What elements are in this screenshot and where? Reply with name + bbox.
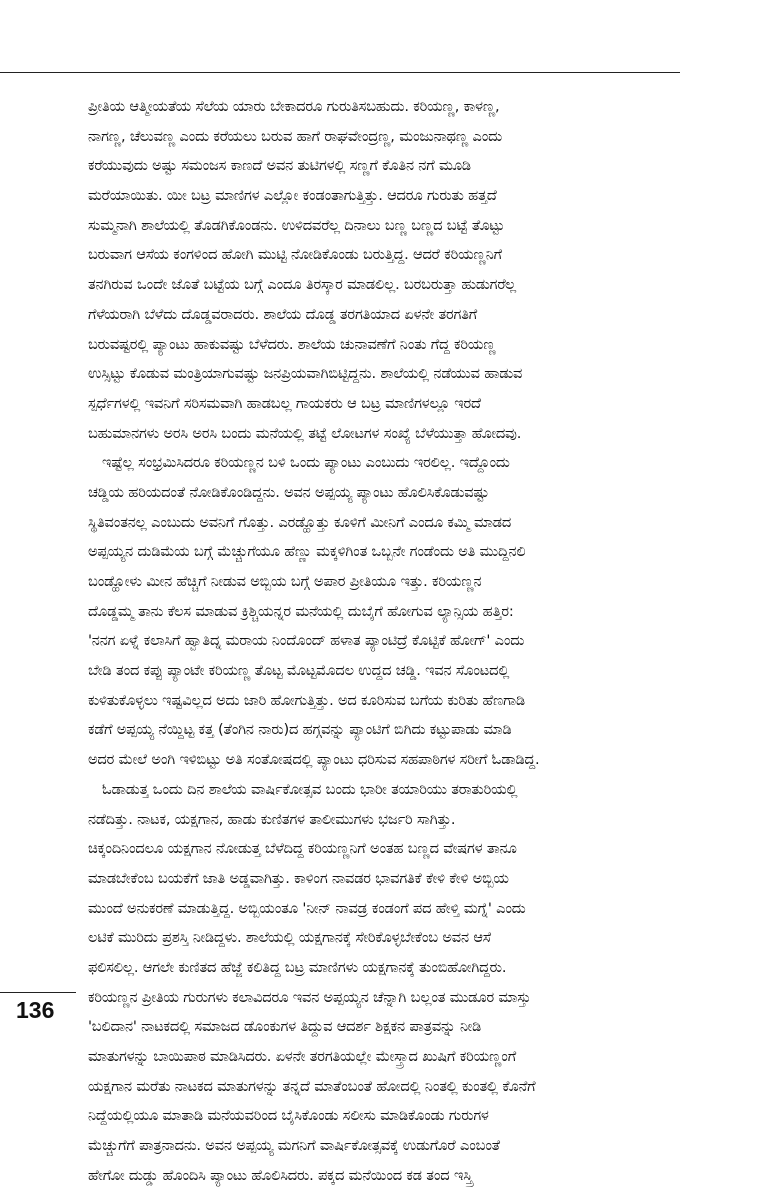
text-line: ಫಲಿಸಲಿಲ್ಲ. ಆಗಲೇ ಕುಣಿತದ ಹೆಜ್ಜೆ ಕಲಿತಿದ್ದ ಬಟ್ರ ಮಾಣಿಗಳು ಯಕ್ಷಗಾನಕ್ಕೆ ತುಂಬಿಹೋಗಿದ್ದರು. — [88, 958, 507, 976]
body-text — [88, 92, 668, 1190]
footer-rule — [0, 992, 76, 993]
text-line: ಸ್ಪರ್ಧೆಗಳಲ್ಲಿ ಇವನಿಗೆ ಸರಿಸಮವಾಗಿ ಹಾಡಬಲ್ಲ ಗಾಯಕರು ಆ ಬಟ್ರ ಮಾಣಿಗಳಲ್ಲೂ ಇರದೆ — [88, 394, 481, 412]
text-line: ನಿದ್ದೆಯಲ್ಲಿಯೂ ಮಾತಾಡಿ ಮನೆಯವರಿಂದ ಬೈಸಿಕೊಂಡು ಸಲೀಸು ಮಾಡಿಕೊಂಡು ಗುರುಗಳ — [88, 1107, 489, 1125]
text-line: ಮುಂದೆ ಅನುಕರಣೆ ಮಾಡುತ್ತಿದ್ದ. ಅಬ್ಬಿಯಂತೂ 'ನೀನ್ ನಾವಡ್ರ ಕಂಡಂಗೆ ಪದ ಹೇಳ್ತಿ ಮಗ್ನೆ' ಎಂದು — [88, 899, 526, 917]
text-line: ಲಟಿಕೆ ಮುರಿದು ಪ್ರಶಸ್ತಿ ನೀಡಿದ್ದಳು. ಶಾಲೆಯಲ್ಲಿ ಯಕ್ಷಗಾನಕ್ಕೆ ಸೇರಿಕೊಳ್ಳಬೇಕೆಂಬ ಅವನ ಆಸೆ — [88, 929, 491, 947]
text-line: ಮೆಚ್ಚುಗೆಗೆ ಪಾತ್ರನಾದನು. ಅವನ ಅಪ್ಪಯ್ಯ ಮಗನಿಗೆ ವಾರ್ಷಿಕೋತ್ಸವಕ್ಕೆ ಉಡುಗೊರೆ ಎಂಬಂತೆ — [88, 1137, 500, 1155]
text-line: ಪ್ರೀತಿಯ ಆತ್ಮೀಯತೆಯ ಸೆಲೆಯ ಯಾರು ಬೇಕಾದರೂ ಗುರುತಿಸಬಹುದು. ಕರಿಯಣ್ಣ, ಕಾಳಣ್ಣ, — [88, 98, 500, 115]
text-line: ಹೇಗೋ ದುಡ್ಡು ಹೊಂದಿಸಿ ಪ್ಯಾಂಟು ಹೊಲಿಸಿದರು. ಪಕ್ಕದ ಮನೆಯಿಂದ ಕಡ ತಂದ ಇಸ್ತ್ರಿ — [88, 1166, 473, 1184]
text-line: ಚಿಕ್ಕಂದಿನಿಂದಲೂ ಯಕ್ಷಗಾನ ನೋಡುತ್ತ ಬೆಳೆದಿದ್ದ ಕರಿಯಣ್ಣನಿಗೆ ಅಂತಹ ಬಣ್ಣದ ವೇಷಗಳ ತಾನೂ — [88, 840, 517, 858]
text-line: 'ಬಲಿದಾನ' ನಾಟಕದಲ್ಲಿ ಸಮಾಜದ ಡೊಂಕುಗಳ ತಿದ್ದುವ ಆದರ್ಶ ಶಿಕ್ಷಕನ ಪಾತ್ರವನ್ನು ನೀಡಿ — [88, 1018, 482, 1036]
text-line: ಬರುವಷ್ಟರಲ್ಲಿ ಪ್ಯಾಂಟು ಹಾಕುವಷ್ಟು ಬೆಳೆದರು. ಶಾಲೆಯ ಚುನಾವಣೆಗೆ ನಿಂತು ಗೆದ್ದ ಕರಿಯಣ್ಣ — [88, 335, 496, 353]
header-rule — [0, 72, 680, 73]
text-line: ಬೇಡಿ ತಂದ ಕಪ್ಪು ಪ್ಯಾಂಟೇ ಕರಿಯಣ್ಣ ತೊಟ್ಟ ಮೊಟ್ಟಮೊದಲ ಉದ್ದದ ಚಡ್ಡಿ. ಇವನ ಸೊಂಟದಲ್ಲಿ — [88, 662, 510, 680]
text-line: ಯಕ್ಷಗಾನ ಮರೆತು ನಾಟಕದ ಮಾತುಗಳನ್ನು ತನ್ನದೆ ಮಾತೆಂಬಂತೆ ಹೋದಲ್ಲಿ ನಿಂತಲ್ಲಿ ಕುಂತಲ್ಲಿ ಕೊನೆಗೆ — [88, 1077, 536, 1095]
text-line: ದೊಡ್ಡಮ್ಮ ತಾನು ಕೆಲಸ ಮಾಡುವ ಕ್ರಿಶ್ಚಿಯನ್ನರ ಮನೆಯಲ್ಲಿ ದುಬೈಗೆ ಹೋಗುವ ಲ್ಯಾನ್ಸಿಯ ಹತ್ತಿರ: — [88, 602, 514, 620]
text-line: ಮರೆಯಾಯಿತು. ಯೀ ಬಟ್ರ ಮಾಣಿಗಳ ಎಲ್ಲೋ ಕಂಡಂತಾಗುತ್ತಿತ್ತು. ಆದರೂ ಗುರುತು ಹತ್ತದೆ — [88, 187, 497, 205]
text-line: ಬಂಡ್ಹೋಳು ಮೀನ ಹೆಚ್ಚಿಗೆ ನೀಡುವ ಅಬ್ಬಿಯ ಬಗ್ಗೆ ಅಪಾರ ಪ್ರೀತಿಯೂ ಇತ್ತು. ಕರಿಯಣ್ಣನ — [88, 573, 482, 590]
text-line: ತನಗಿರುವ ಒಂದೇ ಜೊತೆ ಬಟ್ಟೆಯ ಬಗ್ಗೆ ಎಂದೂ ತಿರಸ್ಕಾರ ಮಾಡಲಿಲ್ಲ. ಬರಬರುತ್ತಾ ಹುಡುಗರೆಲ್ಲ — [88, 276, 516, 294]
text-line: ಮಾಡಬೇಕೆಂಬ ಬಯಕೆಗೆ ಜಾತಿ ಅಡ್ಡವಾಗಿತ್ತು. ಕಾಳಿಂಗ ನಾವಡರ ಭಾವಗತಿಕೆ ಕೇಳಿ ಕೇಳಿ ಅಬ್ಬಿಯ — [88, 869, 509, 887]
paragraph-start-line: ಇಷ್ಟೆಲ್ಲ ಸಂಭ್ರಮಿಸಿದರೂ ಕರಿಯಣ್ಣನ ಬಳಿ ಒಂದು ಪ್ಯಾಂಟು ಎಂಬುದು ಇರಲಿಲ್ಲ. ಇದ್ದೊಂದು — [102, 454, 510, 472]
text-line: ನಡೆದಿತ್ತು. ನಾಟಕ, ಯಕ್ಷಗಾನ, ಹಾಡು ಕುಣಿತಗಳ ತಾಲೀಮುಗಳು ಭರ್ಜರಿ ಸಾಗಿತ್ತು. — [88, 810, 456, 828]
text-line: ಕಡೆಗೆ ಅಪ್ಪಯ್ಯ ನೆಯ್ದಿಟ್ಟ ಕತ್ತ (ತೆಂಗಿನ ನಾರು)ದ ಹಗ್ಗವನ್ನು ಪ್ಯಾಂಟಿಗೆ ಬಿಗಿದು ಕಟ್ಟುಪಾಡು ಮಾಡಿ — [88, 721, 512, 739]
text-line: ಚಡ್ಡಿಯ ಹರಿಯದಂತೆ ನೋಡಿಕೊಂಡಿದ್ದನು. ಅವನ ಅಪ್ಪಯ್ಯ ಪ್ಯಾಂಟು ಹೊಲಿಸಿಕೊಡುವಷ್ಟು — [88, 483, 489, 501]
text-line: ಅಪ್ಪಯ್ಯನ ದುಡಿಮೆಯ ಬಗ್ಗೆ ಮೆಚ್ಚುಗೆಯೂ ಹೆಣ್ಣು ಮಕ್ಕಳಿಗಿಂತ ಒಬ್ಬನೇ ಗಂಡೆಂದು ಅತಿ ಮುದ್ದಿನಲಿ — [88, 543, 526, 561]
text-line: ಗೆಳೆಯರಾಗಿ ಬೆಳೆದು ದೊಡ್ಡವರಾದರು. ಶಾಲೆಯ ದೊಡ್ಡ ತರಗತಿಯಾದ ಏಳನೇ ತರಗತಿಗೆ — [88, 305, 478, 323]
text-line: ಮಾತುಗಳನ್ನು ಬಾಯಿಪಾಠ ಮಾಡಿಸಿದರು. ಏಳನೇ ತರಗತಿಯಲ್ಲೇ ಮೇಸ್ತ್ರಾದ ಖುಷಿಗೆ ಕರಿಯಣ್ಣಂಗೆ — [88, 1048, 516, 1065]
page-number: 136 — [16, 997, 55, 1023]
text-line: ಉಸ್ಸಿಟ್ಟು ಕೊಡುವ ಮಂತ್ರಿಯಾಗುವಷ್ಟು ಜನಪ್ರಿಯವಾಗಿಬಿಟ್ಟಿದ್ದನು. ಶಾಲೆಯಲ್ಲಿ ನಡೆಯುವ ಹಾಡುವ — [88, 365, 523, 383]
text-line: ಬಹುಮಾನಗಳು ಅರಸಿ ಅರಸಿ ಬಂದು ಮನೆಯಲ್ಲಿ ತಟ್ಟೆ ಲೋಟಗಳ ಸಂಖ್ಯೆ ಬೆಳೆಯುತ್ತಾ ಹೋದವು. — [88, 424, 522, 442]
text-line: ಸ್ಥಿತಿವಂತನಲ್ಲ ಎಂಬುದು ಅವನಿಗೆ ಗೊತ್ತು. ಎರಡ್ಹೊತ್ತು ಕೂಳಿಗೆ ಮೀನಿಗೆ ಎಂದೂ ಕಮ್ಮಿ ಮಾಡದ — [88, 513, 512, 531]
text-line: ಬರುವಾಗ ಆಸೆಯ ಕಂಗಳಿಂದ ಹೋಗಿ ಮುಟ್ಟಿ ನೋಡಿಕೊಂಡು ಬರುತ್ತಿದ್ದ. ಆದರೆ ಕರಿಯಣ್ಣನಿಗೆ — [88, 246, 502, 264]
paragraph-start-line: ಓಡಾಡುತ್ತ ಒಂದು ದಿನ ಶಾಲೆಯ ವಾರ್ಷಿಕೋತ್ಸವ ಬಂದು ಭಾರೀ ತಯಾರಿಯು ತರಾತುರಿಯಲ್ಲಿ — [102, 780, 518, 798]
text-line: ಸುಮ್ಮನಾಗಿ ಶಾಲೆಯಲ್ಲಿ ತೊಡಗಿಕೊಂಡನು. ಉಳಿದವರೆಲ್ಲ ದಿನಾಲು ಬಣ್ಣ ಬಣ್ಣದ ಬಟ್ಟೆ ತೊಟ್ಟು — [88, 216, 505, 234]
text-line: ಅದರ ಮೇಲೆ ಅಂಗಿ ಇಳಿಬಿಟ್ಟು ಅತಿ ಸಂತೋಷದಲ್ಲಿ ಪ್ಯಾಂಟು ಧರಿಸುವ ಸಹಪಾಠಿಗಳ ಸರೀಗೆ ಓಡಾಡಿದ್ದ. — [88, 751, 540, 769]
text-line: 'ನನಗ ಏಳ್ನೆ ಕಲಾಸಿಗೆ ಹ್ವಾತಿದ್ನ ಮರಾಯ ನಿಂದೊಂದ್ ಹಳಾತ ಪ್ಯಾಂಟಿದ್ರೆ ಕೊಟ್ಟಿಕೆ ಹೋಗ್' ಎಂದು — [88, 632, 525, 650]
text-line: ಕರೆಯುವುದು ಅಷ್ಟು ಸಮಂಜಸ ಕಾಣದೆ ಅವನ ತುಟಿಗಳಲ್ಲಿ ಸಣ್ಣಗೆ ಕೊತಿನ ನಗೆ ಮೂಡಿ — [88, 157, 471, 175]
text-line: ಕುಳಿತುಕೊಳ್ಳಲು ಇಷ್ಟವಿಲ್ಲದ ಅದು ಜಾರಿ ಹೋಗುತ್ತಿತ್ತು. ಅದ ಕೂರಿಸುವ ಬಗೆಯ ಕುರಿತು ಹೆಣಗಾಡಿ — [88, 691, 525, 709]
text-line: ನಾಗಣ್ಣ, ಚೆಲುವಣ್ಣ ಎಂದು ಕರೆಯಲು ಬರುವ ಹಾಗೆ ರಾಘವೇಂದ್ರಣ್ಣ, ಮಂಜುನಾಥಣ್ಣ ಎಂದು — [88, 127, 503, 145]
text-line: ಕರಿಯಣ್ಣನ ಪ್ರೀತಿಯ ಗುರುಗಳು ಕಲಾವಿದರೂ ಇವನ ಅಪ್ಪಯ್ಯನ ಚೆನ್ನಾಗಿ ಬಲ್ಲಂತ ಮುಡೂರ ಮಾಸ್ತು — [88, 988, 531, 1006]
